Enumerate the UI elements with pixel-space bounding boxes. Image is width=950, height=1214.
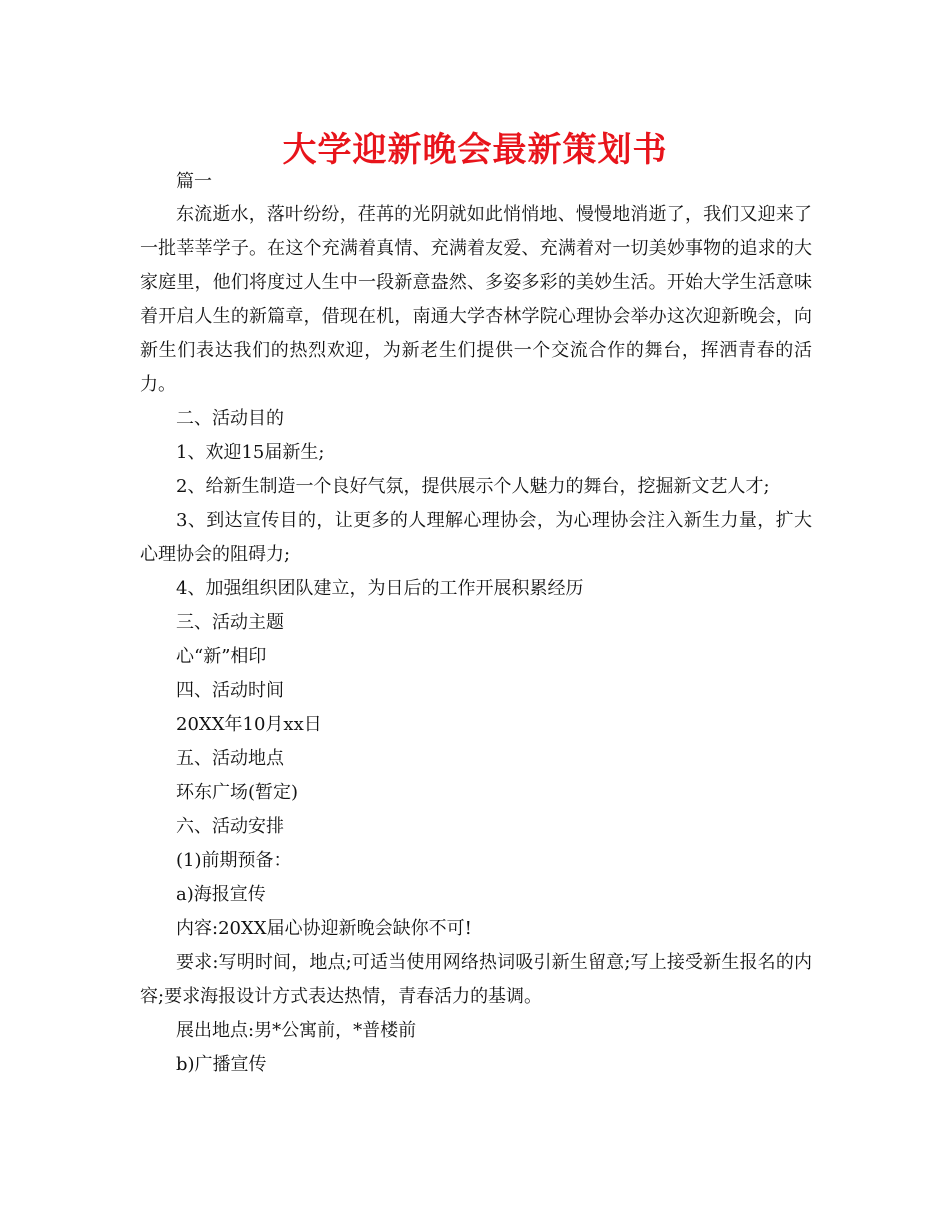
purpose-item-2: 2、给新生制造一个良好气氛，提供展示个人魅力的舞台，挖掘新文艺人才;: [176, 476, 770, 497]
purpose-item-4: 4、加强组织团队建立，为日后的工作开展积累经历: [176, 578, 584, 599]
poster-heading: a)海报宣传: [176, 884, 266, 905]
poster-requirements: 要求:写明时间，地点;可适当使用网络热词吸引新生留意;写上接受新生报名的内容;要求海报设计方式表达热情，青春活力的基调。: [140, 952, 812, 1007]
time-text: 20XX年10月xx日: [176, 714, 322, 735]
document-body: [140, 166, 812, 1082]
heading-purpose: 二、活动目的: [176, 408, 284, 429]
broadcast-heading: b)广播宣传: [176, 1054, 267, 1075]
document-title: 大学迎新晚会最新策划书: [282, 130, 668, 170]
heading-arrangement: 六、活动安排: [176, 816, 284, 837]
heading-time: 四、活动时间: [176, 680, 284, 701]
heading-theme: 三、活动主题: [176, 612, 284, 633]
location-text: 环东广场(暂定): [176, 782, 299, 803]
intro-paragraph: 东流逝水，落叶纷纷，荏苒的光阴就如此悄悄地、慢慢地消逝了，我们又迎来了一批莘莘学子。在这个充满着真情、充满着友爱、充满着对一切美妙事物的追求的大家庭里，他们将度过人生中一段新意盎然、多姿多彩的美妙生活。开始大学生活意味着开启人生的新篇章，借现在机，南通大学杏林学院心理协会举办这次迎新晚会，向新生们表达我们的热烈欢迎，为新老生们提供一个交流合作的舞台，挥洒青春的活力。: [140, 204, 812, 395]
preparation-heading: (1)前期预备：: [176, 850, 292, 871]
poster-content: 内容:20XX届心协迎新晚会缺你不可!: [176, 918, 472, 939]
heading-location: 五、活动地点: [176, 748, 284, 769]
theme-text: 心“新”相印: [176, 646, 267, 667]
purpose-item-3: 3、到达宣传目的，让更多的人理解心理协会，为心理协会注入新生力量，扩大心理协会的阻碍力;: [140, 510, 812, 565]
poster-display-location: 展出地点:男*公寓前，*普楼前: [176, 1020, 417, 1041]
section-label: 篇一: [176, 171, 212, 192]
purpose-item-1: 1、欢迎15届新生;: [176, 442, 325, 463]
